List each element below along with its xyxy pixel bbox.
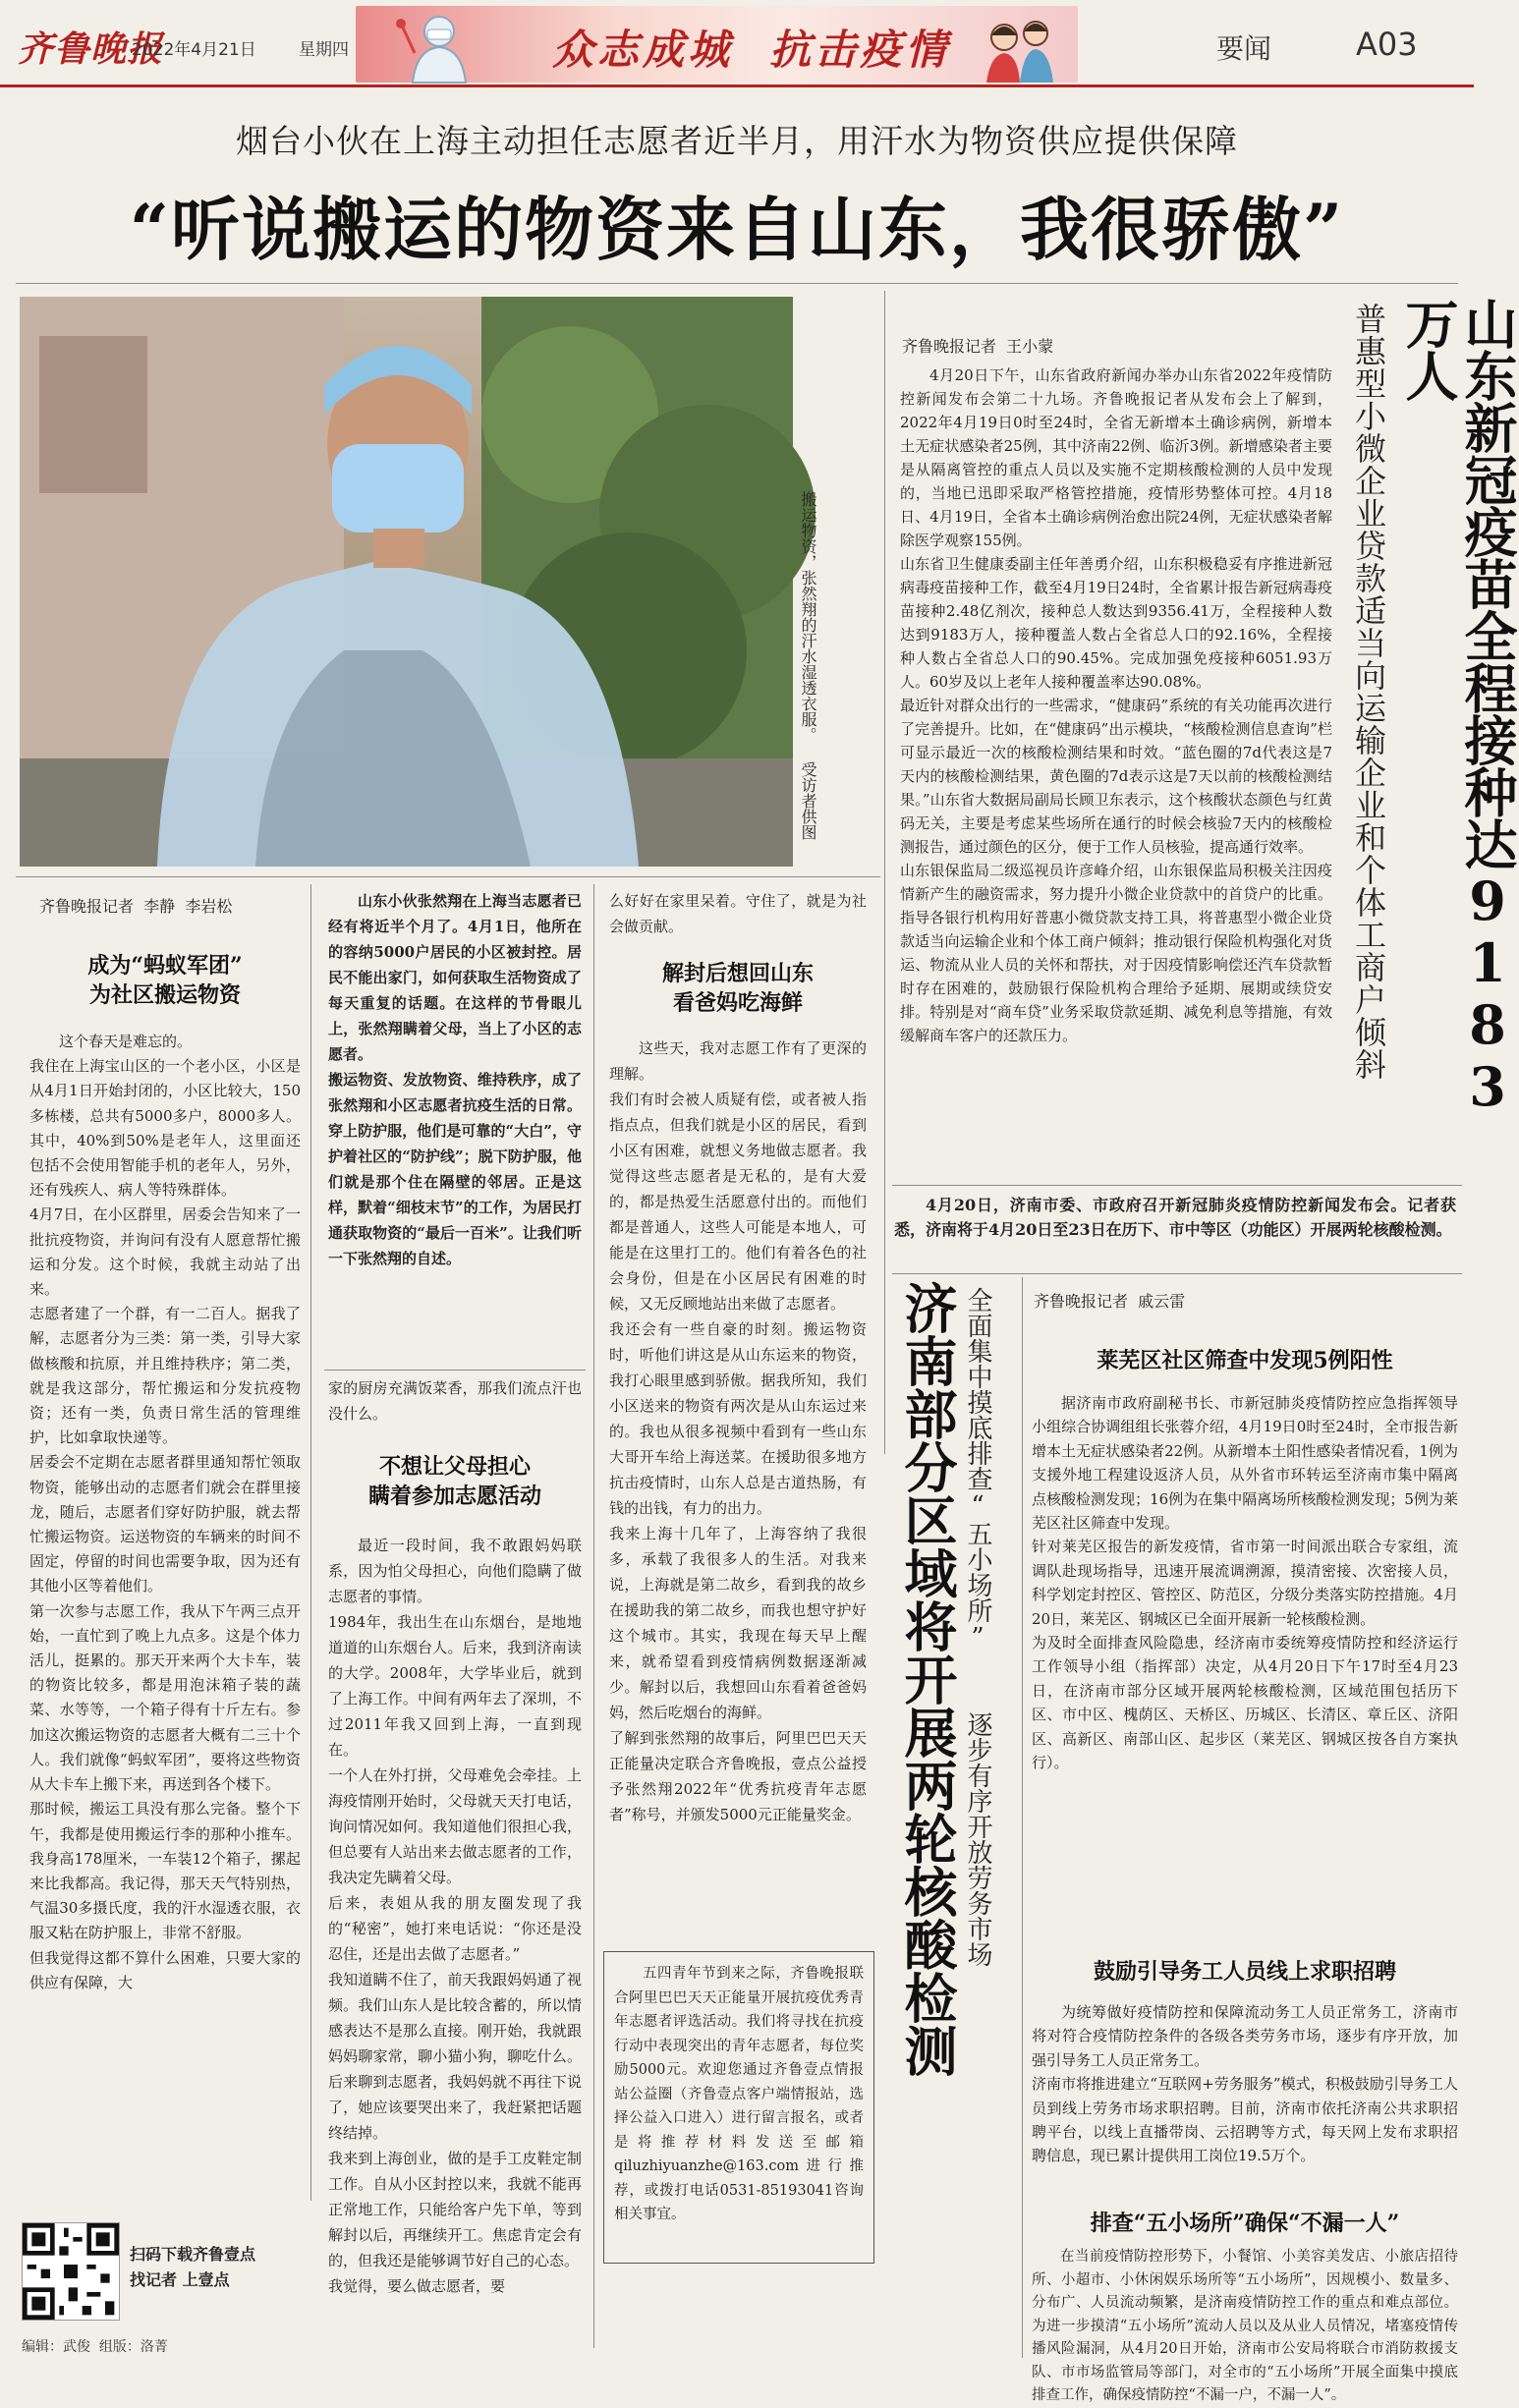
column-divider-2 (593, 884, 594, 2348)
lead-col2-subhead: 不想让父母担心 瞒着参加志愿活动 (367, 1454, 541, 1509)
page-number: A03 (1356, 26, 1418, 63)
story2-text: 4月20日下午，山东省政府新闻办举办山东省2022年疫情防控新闻发布会第二十九场。齐鲁晚报记者从发布会上了解到，2022年4月19日0时至24时，全省无新增本土确诊病例，新增本土无症状感染者25例，其中济南22例、临沂3例。新增感染者主要是从隔离管控的重点人员以及实施不定期核酸检测的人员中发现的，当地已迅即采取严格管控措施，疫情形势整体可控。4月18日、4月19日，全省本土确诊病例治愈出院24例，无症状感染者解除医学观察155例。 山东省卫生健康委副主任年善勇介绍，山东积极稳妥有序推进新冠病毒疫苗接种工作，截至4月19日24时，全省累计报告新冠病毒疫苗接种2.48亿剂次，接种总人数达到9356.41万，全程接种人数达到9183万人，接种覆盖人数占全省总人口的92.16%，全程接种人数占全省总人口的90.45%。完成加强免疫接种6051.93万人。60岁及以上老年人接种覆盖率达90.08%。 最近针对群众出行的一些需求，“健康码”系统的有关功能再次进行了完善提升。比如，在“健康码”出示模块，“核酸检测信息查询”栏可显示最近一次的核酸检测结果和时效。“蓝色圈的7d代表这是7天内的核酸检测结果，黄色圈的7d表示这是7天以前的核酸检测结果。”山东省大数据局副局长顾卫东表示，这个核酸状态颜色与红黄码无关，主要是考虑某些场所在通行的时候会核验7天内的核酸检测报告，通过颜色的区分，便于工作人员核验，提高通行效率。 山东银保监局二级巡视员许彦峰介绍，山东银保监局积极关注因疫情新产生的融资需求，努力提升小微企业贷款中的首贷户的比重。指导各银行机构用好普惠小微贷款支持工具，将普惠型小微企业贷款适当向运输企业和个体工商户倾斜；推动银行保险机构强化对货运、物流从业人员的关怀和帮扶，对于因疫情影响偿还汽车贷款暂时存在困难的，鼓励银行保险机构合理给予延期、展期或续贷安排。特别是对“商车贷”业务采取贷款延期、减免利息等措施，有效缓解商车客户的还款压力。 (900, 366, 1332, 1044)
volunteer-award-text: 五四青年节到来之际，齐鲁晚报联合阿里巴巴天天正能量开展抗疫优秀青年志愿者评选活动。我们将寻找在抗疫行动中表现突出的青年志愿者，每位奖励5000元。欢迎您通过齐鲁壹点情报站公益圈（齐鲁壹点客户端情报站，选择公益入口进入）进行留言报名，或者是将推荐材料发送至邮箱qiluzhiyuanzhe@163.com进行推荐，或拨打电话0531-85193041咨询相关事宜。 (614, 1966, 864, 2222)
story3-subhead-1: 莱芜区社区筛查中发现5例阳性 (1097, 1348, 1393, 1373)
lead-col2-continued: 家的厨房充满饭菜香，那我们流点汗也没什么。 (328, 1379, 582, 1423)
notice-bottom-rule (892, 1273, 1462, 1274)
story2-headline: 山东新冠疫苗全程接种达9183万人 (1397, 297, 1519, 1117)
lead-col2-text: 最近一段时间，我不敢跟妈妈联系，因为怕父母担心，向他们隐瞒了做志愿者的事情。 1984年，我出生在山东烟台，是地地道道的山东烟台人。后来，我到济南读的大学。2008年，大学毕业后，就到了上海工作。中间有两年去了深圳，不过2011年我又回到上海，一直到现在。 一个人在外打拼，父母难免会牵挂。上海疫情刚开始时，父母就天天打电话，询问情况如何。我知道他们很担心我，但总要有人站出来去做志愿者的工作，我决定先瞒着父母。 后来，表姐从我的朋友圈发现了我的“秘密”，她打来电话说：“你还是没忍住，还是出去做了志愿者。” 我知道瞒不住了，前天我跟妈妈通了视频。我们山东人是比较含蓄的，所以情感表达不是那么直接。刚开始，我就跟妈妈聊家常，聊小猫小狗，聊吃什么。后来聊到志愿者，我妈妈就不再往下说了，她应该要哭出来了，我赶紧把话题终结掉。 我来到上海创业，做的是手工皮鞋定制工作。自从小区封控以来，我就不能再正常地工作，只能给客户先下单，等到解封以后，再继续开工。焦虑肯定会有的，但我还是能够调节好自己的心态。 我觉得，要么做志愿者，要 (328, 1537, 582, 2295)
qr-download-label: 扫码下载齐鲁壹点 找记者 上壹点 (130, 2245, 256, 2289)
header-rule (0, 84, 1474, 87)
volunteer-award-box (603, 1951, 874, 2264)
lead-col2-intro: 山东小伙张然翔在上海当志愿者已经有将近半个月了。4月1日，他所在的容纳5000户居民的小区被封控。居民不能出家门，如何获取生活物资成了每天重复的话题。在这样的节骨眼儿上，张然翔瞒着父母，当上了小区的志愿者。 搬运物资、发放物资、维持秩序，成了张然翔和小区志愿者抗疫生活的日常。穿上防护服，他们是可靠的“大白”，守护着社区的“防护线”；脱下防护服，他们就是那个住在隔壁的邻居。正是这样，默着“细枝末节”的工作，为居民打通获取物资的“最后一百米”。让我们听一下张然翔的自述。 (328, 892, 582, 1267)
story2-bottom-rule (892, 1185, 1462, 1186)
page-editors: 编辑：武俊 组版：洛菁 (22, 2339, 168, 2355)
story3-subhead-3: 排查“五小场所”确保“不漏一人” (1090, 2211, 1400, 2236)
column-divider-story3 (1022, 1277, 1023, 2358)
story3-subhead: 全面集中摸底排查“五小场所” 逐步有序开放劳务市场 (963, 1287, 992, 1967)
issue-weekday: 星期四 (299, 40, 349, 60)
volunteer-photo (20, 297, 793, 867)
antiepidemic-banner (356, 6, 1078, 83)
lead-headline: “听说搬运的物资来自山东，我很骄傲” (129, 189, 1345, 270)
qr-code-icon (23, 2223, 119, 2320)
qr-code[interactable] (22, 2222, 120, 2321)
volunteer-photo-image (20, 297, 793, 867)
column-divider-lead (884, 291, 885, 1454)
issue-date: 2022年4月21日 (132, 40, 256, 60)
photo-caption: 搬运物资，张然翔的汗水湿透衣服。 受访者供图 (799, 491, 817, 840)
story3-text-2: 为统筹做好疫情防控和保障流动务工人员正常务工，济南市将对符合疫情防控条件的各级各类劳务市场，逐步有序开放，加强引导务工人员正常务工。 济南市将推进建立“互联网+劳务服务”模式，积极鼓励引导务工人员到线上劳务市场求职招聘。目前，济南市依托济南公共求职招聘平台，以线上直播带岗、云招聘等方式，每天网上发布求职招聘信息，现已累计提供用工岗位19.5万个。 (1032, 2003, 1458, 2165)
section-name: 要闻 (1216, 32, 1272, 65)
lead-kicker: 烟台小伙在上海主动担任志愿者近半月，用汗水为物资供应提供保障 (236, 122, 1238, 160)
story3-headline: 济南部分区域将开展两轮核酸检测 (896, 1281, 959, 2077)
lead-col3-text: 这些天，我对志愿工作有了更深的理解。 我们有时会被人质疑有偿，或者被人指指点点，但我们就是小区的居民，看到小区有困难，就想义务地做志愿者。我觉得这些志愿者是无私的，是有大爱的，都是热爱生活愿意付出的。而他们都是普通人，这些人可能是本地人，可能是在这里打工的。他们有着各色的社会身份，但是在小区居民有困难的时候，又无反顾地站出来做了志愿者。 我还会有一些自豪的时刻。搬运物资时，听他们讲这是从山东运来的物资，我打心眼里感到骄傲。据我所知，我们小区送来的物资有两次是从山东运过来的。我也从很多视频中看到有一些山东大哥开车给上海送菜。在援助很多地方抗击疫情时，山东人总是古道热肠，有钱的出钱，有力的出力。 我来上海十几年了，上海容纳了我很多，承载了我很多人的生活。对我来说，上海就是第二故乡，看到我的故乡在援助我的第二故乡，而我也想守护好这个城市。其实，我现在每天早上醒来，就希望看到疫情病例数据逐渐减少。解封以后，我想回山东看着爸爸妈妈，然后吃烟台的海鲜。 了解到张然翔的故事后，阿里巴巴天天正能量决定联合齐鲁晚报，壹点公益授予张然翔2022年“优秀抗疫青年志愿者”称号，并颁发5000元正能量奖金。 (609, 1039, 867, 1823)
family-illustration-icon (965, 10, 1073, 83)
lead-byline: 齐鲁晚报记者 李静 李岩松 (39, 897, 233, 916)
story3-text-1: 据济南市政府副秘书长、市新冠肺炎疫情防控应急指挥领导小组综合协调组组长张蓉介绍，4月19日0时至24时，全市报告新增本土无症状感染者22例。从新增本土阳性感染者情况看，1例为支援外地工程建设返济人员，从外省市环转运至济南市集中隔离点核酸检测发现；16例为在集中隔离场所核酸检测发现；5例为莱芜区社区筛查中发现。 针对莱芜区报告的新发疫情，省市第一时间派出联合专家组，流调队赴现场指导，迅速开展流调溯源，摸清密接、次密接人员，科学划定封控区、管控区、防范区，分级分类落实防控措施。4月20日，莱芜区、钢城区已全面开展新一轮核酸检测。 为及时全面排查风险隐患，经济南市委统筹疫情防控和经济运行工作领导小组（指挥部）决定，从4月20日下午17时至4月23日，在济南市部分区域开展两轮核酸检测，区域范围包括历下区、市中区、槐荫区、天桥区、历城区、长清区、章丘区、济阳区、高新区、南部山区、起步区（莱芜区、钢城区按各自方案执行）。 (1032, 1394, 1458, 1772)
lead-col1-text: 这个春天是难忘的。 我住在上海宝山区的一个老小区，小区是从4月1日开始封闭的，小区比较大，150多栋楼，总共有5000多户，8000多人。其中，40%到50%是老年人，这里面还包括不会使用智能手机的老年人，另外，还有残疾人、病人等特殊群体。 4月7日，在小区群里，居委会告知来了一批抗疫物资，并询问有没有人愿意帮忙搬运和分发。这个时候，我就主动站了出来。 志愿者建了一个群，有一二百人。据我了解，志愿者分为三类：第一类，引导大家做核酸和抗原，并且维持秩序；第二类，就是我这部分，帮忙搬运和分发抗疫物资；还有一类，负责日常生活的管理维护，比如拿取快递等。 居委会不定期在志愿者群里通知帮忙领取物资，能够出动的志愿者们就会在群里接龙，随后，志愿者们穿好防护服，就去帮忙搬运物资。运送物资的车辆来的时间不固定，停留的时间也需要争取，因为还有其他小区等着他们。 第一次参与志愿工作，我从下午两三点开始，一直忙到了晚上九点多。这是个体力活儿，挺累的。那天开来两个大卡车，装的物资比较多，都是用泡沫箱子装的蔬菜、水等等，一个箱子得有十斤左右。参加这次搬运物资的志愿者大概有二三十个人。我们就像“蚂蚁军团”，要将这些物资从大卡车上搬下来，再送到各个楼下。 那时候，搬运工具没有那么完备。整个下午，我都是使用搬运行李的那种小推车。我身高178厘米，一车装12个箱子，摞起来比我都高。我记得，那天天气特别热，气温30多摄氏度，我的汗水湿透衣服，衣服又粘在防护服上，非常不舒服。 但我觉得这都不算什么困难，只要大家的供应有保障，大 (29, 1033, 301, 1991)
headline-divider (16, 283, 1458, 284)
masthead (0, 0, 1474, 86)
lead-col1-subhead: 成为“蚂蚁军团” 为社区搬运物资 (87, 953, 243, 1008)
banner-slogan: 众志成城 抗击疫情 (552, 26, 951, 74)
col2-intro-rule (324, 1370, 586, 1371)
lead-col3-continued: 么好好在家里呆着。守住了，就是为社会做贡献。 (609, 892, 867, 935)
photo-bottom-rule (16, 876, 880, 877)
story3-text-3: 在当前疫情防控形势下，小餐馆、小美容美发店、小旅店招待所、小超市、小休闲娱乐场所等“五小场所”，因规模小、数量多、分布广、人员流动频繁，是济南疫情防控工作的重点和难点部位。为进一步摸清“五小场所”流动人员以及从业人员情况，堵塞疫情传播风险漏洞，从4月20日开始，济南市公安局将联合市消防救援支队、市市场监管局等部门，对全市的“五小场所”开展全面集中摸底排查工作，确保疫情防控“不漏一户，不漏一人”。 (1032, 2249, 1458, 2403)
story2-byline: 齐鲁晚报记者 王小蒙 (902, 337, 1054, 356)
lead-col3-subhead: 解封后想回山东 看爸妈吃海鲜 (661, 961, 814, 1016)
story2-subhead: 普惠型小微企业贷款适当向运输企业和个体工商户倾斜 (1350, 303, 1387, 1081)
story3-subhead-2: 鼓励引导务工人员线上求职招聘 (1093, 1959, 1396, 1985)
column-divider-1 (310, 884, 311, 2201)
story3-byline: 齐鲁晚报记者 戚云雷 (1034, 1292, 1186, 1311)
medic-illustration-icon (385, 10, 493, 83)
jinan-notice: 4月20日，济南市委、市政府召开新冠肺炎疫情防控新闻发布会。记者获悉，济南将于4月20日至23日在历下、市中等区（功能区）开展两轮核酸检测。 (894, 1196, 1456, 1239)
newspaper-logo: 齐鲁晚报 (18, 28, 164, 70)
